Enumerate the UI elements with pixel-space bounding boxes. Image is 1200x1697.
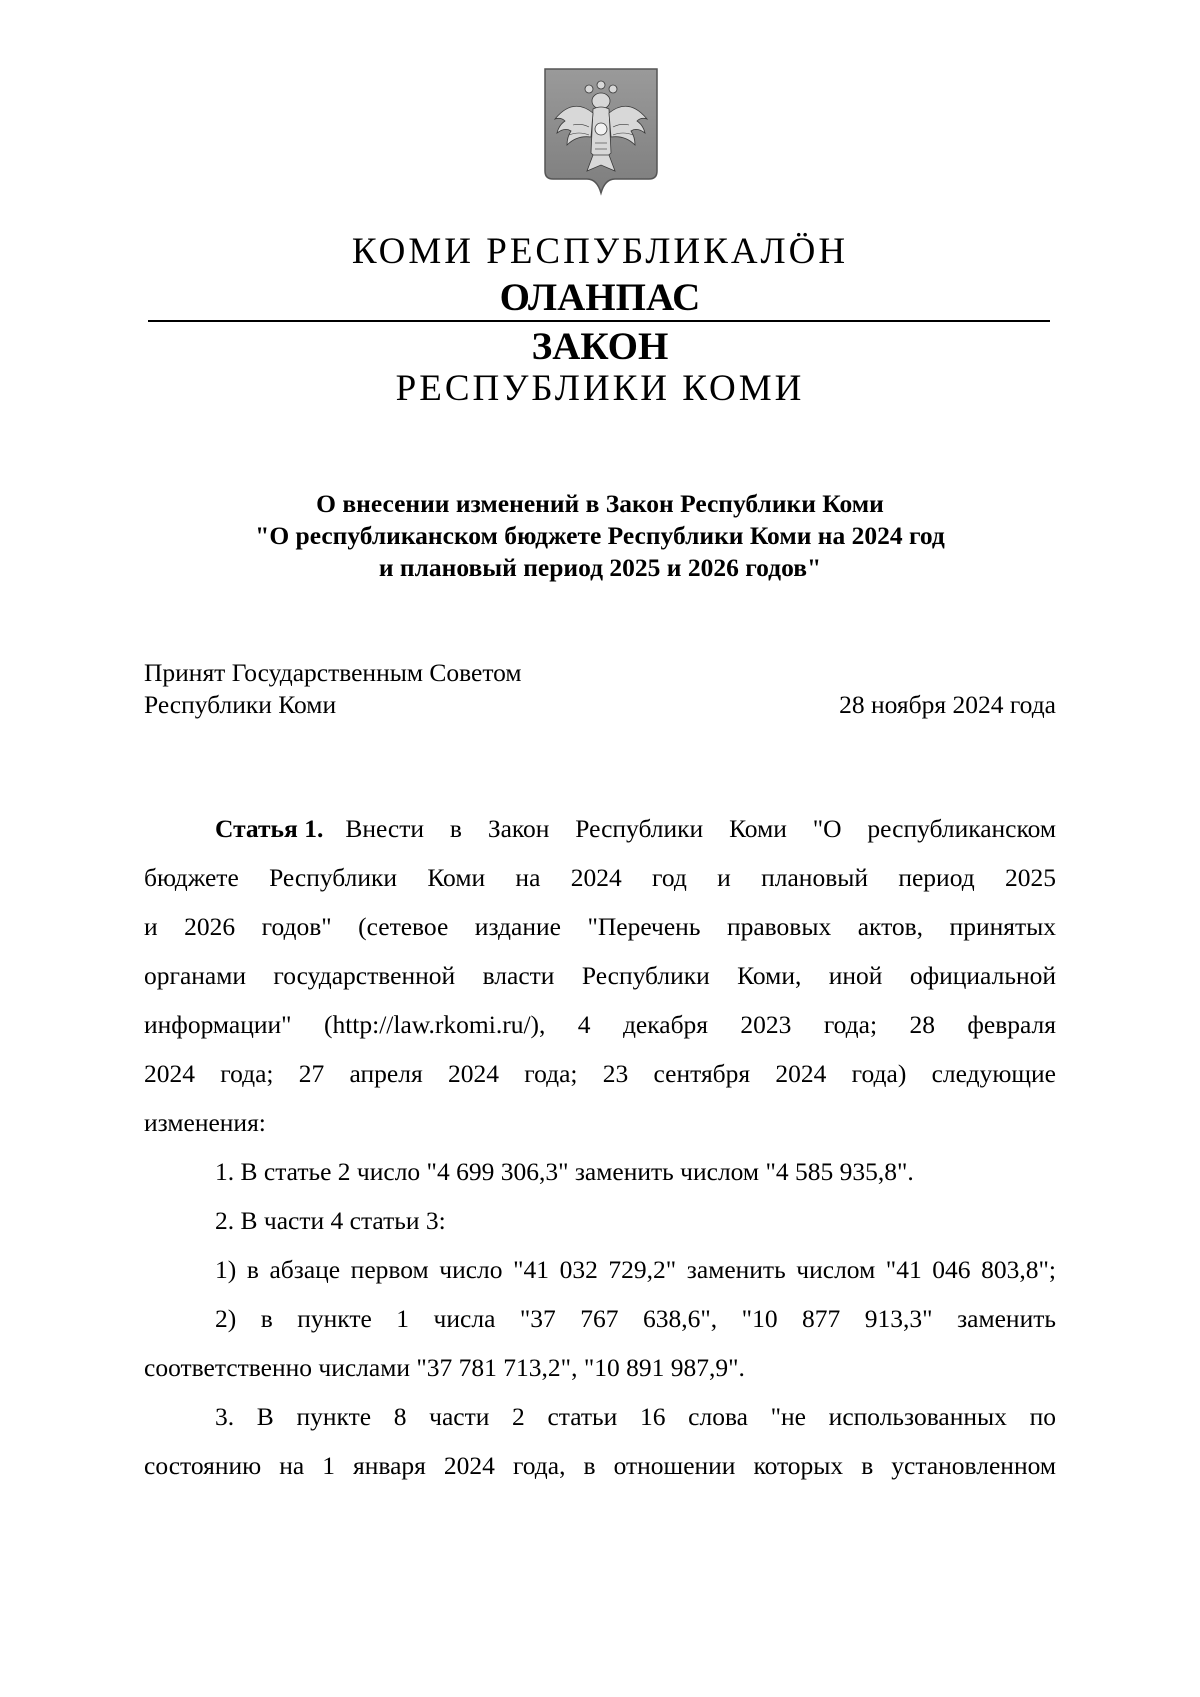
adopted-by-line-2: Республики Коми (144, 690, 337, 719)
law-title-line-3: и плановый период 2025 и 2026 годов" (378, 553, 822, 582)
adopted-by-line-1: Принят Государственным Советом (144, 658, 522, 687)
header-zakon: ЗАКОН (531, 325, 669, 368)
amendment-item-2: 2. В части 4 статьи 3: (215, 1206, 446, 1235)
amendment-item-3-continued: состоянию на 1 января 2024 года, в отношении которых в установленном (144, 1451, 1056, 1480)
amendment-item-3: 3. В пункте 8 части 2 статьи 16 слова "не использованных по (215, 1402, 1056, 1431)
article-1-text-line: и 2026 годов" (сетевое издание "Перечень правовых актов, принятых (144, 912, 1056, 941)
amendment-item-2-2: 2) в пункте 1 числа "37 767 638,6", "10 877 913,3" заменить (215, 1304, 1056, 1333)
header-divider (148, 320, 1050, 322)
article-1-text-line: бюджете Республики Коми на 2024 год и плановый период 2025 (144, 863, 1056, 892)
article-1-text-line: информации" (http://law.rkomi.ru/), 4 декабря 2023 года; 28 февраля (144, 1010, 1056, 1039)
article-1-text-line: 2024 года; 27 апреля 2024 года; 23 сентября 2024 года) следующие (144, 1059, 1056, 1088)
header-olanpas: ОЛАНПАС (499, 276, 701, 319)
amendment-item-1: 1. В статье 2 число "4 699 306,3" заменить числом "4 585 935,8". (215, 1157, 914, 1186)
header-republic: РЕСПУБЛИКИ КОМИ (395, 368, 805, 409)
article-1-heading: Статья 1. (215, 814, 324, 843)
law-title-line-1: О внесении изменений в Закон Республики Коми (316, 489, 884, 518)
article-1-first-line (215, 813, 1056, 845)
article-1-text-line: органами государственной власти Республики Коми, иной официальной (144, 961, 1056, 990)
coat-of-arms-emblem (543, 67, 659, 197)
article-1-text-line: изменения: (144, 1108, 266, 1137)
law-title-line-2: "О республиканском бюджете Республики Коми на 2024 год (255, 521, 945, 550)
adoption-date: 28 ноября 2024 года (839, 690, 1056, 719)
amendment-item-2-1: 1) в абзаце первом число "41 032 729,2" заменить числом "41 046 803,8"; (215, 1255, 1056, 1284)
article-1-text-line: Внести в Закон Республики Коми "О республиканском (345, 814, 1056, 843)
amendment-item-2-2-continued: соответственно числами "37 781 713,2", "10 891 987,9". (144, 1353, 745, 1382)
header-komi-republic: КОМИ РЕСПУБЛИКАЛÖН (351, 231, 849, 272)
